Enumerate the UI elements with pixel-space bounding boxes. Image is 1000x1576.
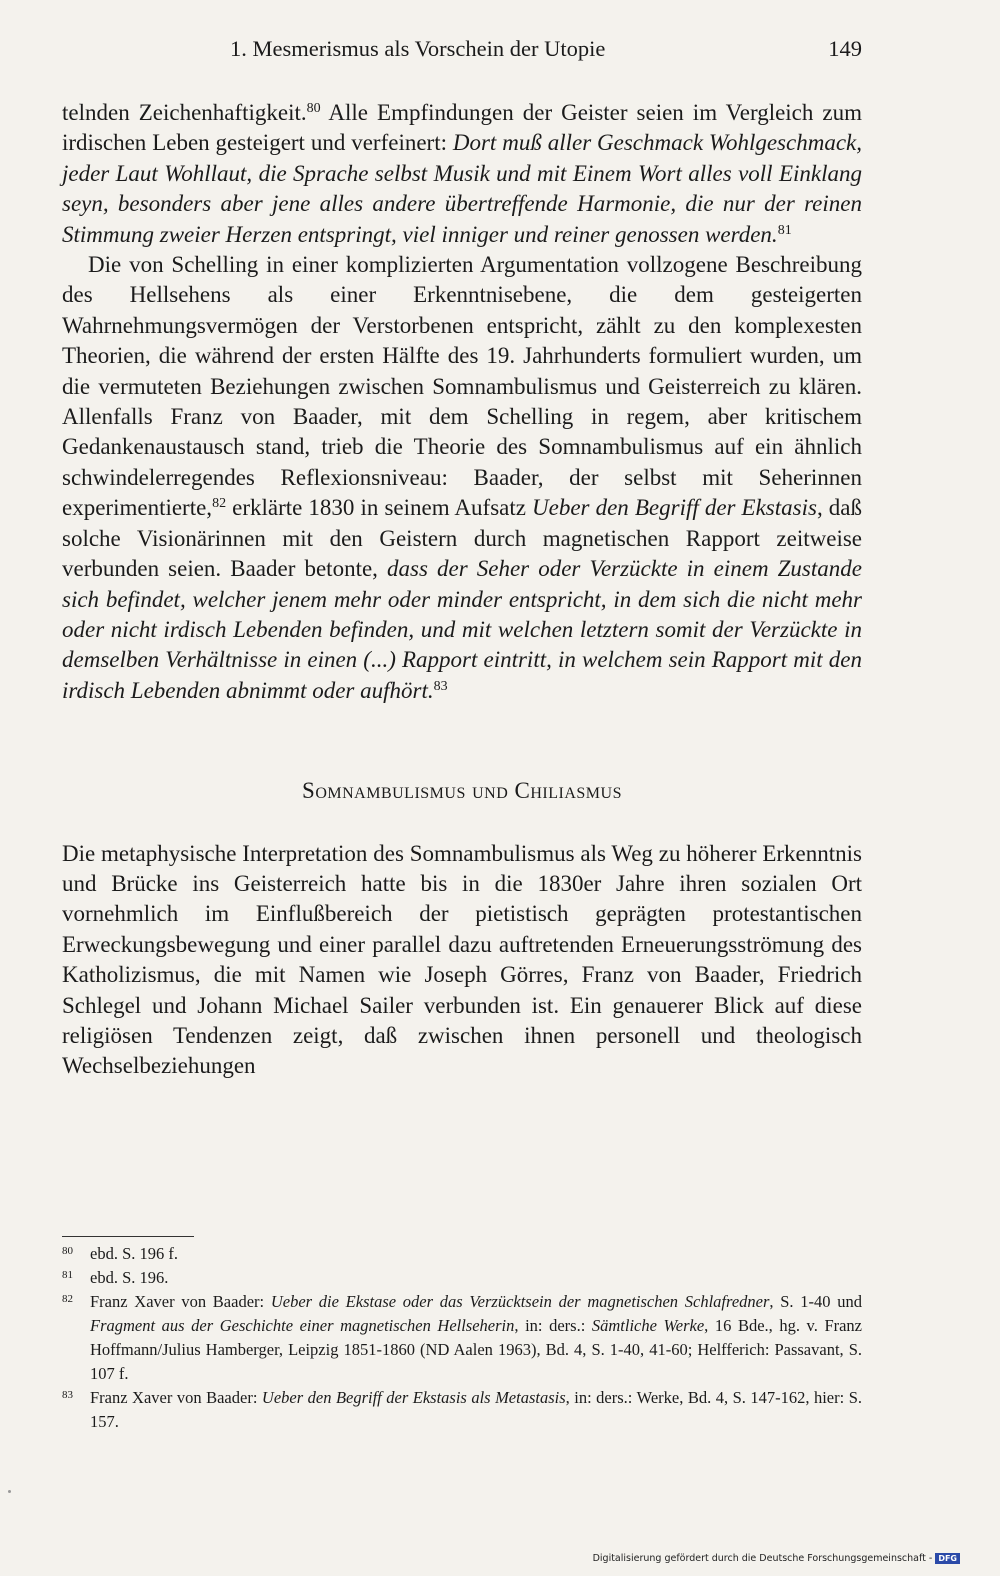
footnote-ref-83[interactable]: 83 (433, 678, 448, 694)
p2-text-b: erklärte 1830 in seinem Aufsatz (226, 495, 533, 521)
p2-title: Ueber den Begriff der Ekstasis (532, 495, 817, 521)
footnote-rule (62, 1236, 194, 1237)
p2-quote: dass der Seher oder Verzückte in einem Zustande sich befindet, welcher jenem mehr oder minder entspricht, in dem sich die nicht mehr oder nicht irdisch Lebenden befinden, und mit welchen letztern somit der Verzückte in demselben Verhältnisse in einen (...) Rapport eintritt, in welchem sein Rapport mit den irdisch Lebenden abnimmt oder aufhört. (62, 556, 862, 703)
footnote-number: 80 (62, 1245, 73, 1257)
scan-speck (8, 1490, 11, 1493)
footnote-83 (62, 1386, 862, 1434)
footnote-ref-80[interactable]: 80 (306, 101, 321, 116)
footnote-title-b: Fragment aus der Geschichte einer magnetischen Hellseherin (90, 1316, 515, 1335)
footnote-number: 83 (62, 1389, 73, 1401)
footnote-ref-81[interactable]: 81 (777, 222, 792, 238)
credit-text: Digitalisierung gefördert durch die Deutsche Forschungsgemeinschaft - (592, 1553, 933, 1564)
footnote-ref-82[interactable]: 82 (212, 496, 227, 512)
footnote-number: 82 (62, 1293, 73, 1305)
footnote-text-d: , 16 Bde., hg. v. Franz Hoffmann/Julius Hamberger, Leipzig 1851-1860 (ND Aalen 1963), Bd. 4, S. 1-40, 41-60; Helfferich: Passavant, S. 107 f. (90, 1316, 863, 1383)
footnote-title-a: Ueber die Ekstase oder das Verzücktsein der magnetischen Schlafredner (270, 1292, 770, 1311)
paragraph-3: Die metaphysische Interpretation des Somnambulismus als Weg zu höherer Erkenntnis und Brücke ins Geisterreich hatte bis in die 1830er Jahre ihren sozialen Ort vornehmlich im Einflußbereich der pietistisch geprägten protestantischen Erweckungsbewegung und einer parallel dazu auftretenden Erneuerungsströmung des Katholizismus, die mit Namen wie Joseph Görres, Franz von Baader, Friedrich Schlegel und Johann Michael Sailer verbunden ist. Ein genauerer Blick auf diese religiösen Tendenzen zeigt, daß zwischen ihnen personell und theologisch Wechselbeziehungen (62, 840, 862, 1079)
footnote-81 (62, 1266, 862, 1290)
page-number: 149 (828, 36, 862, 61)
p2-text-a: Die von Schelling in einer komplizierten Argumentation vollzogene Beschreibung des Hellsehens als einer Erkenntnisebene, die dem gesteigerten Wahrnehmungsvermögen der Verstorbenen entspricht, zählt zu den komplexesten Theorien, die während der ersten Hälfte des 19. Jahrhunderts formuliert wurden, um die vermuteten Beziehungen zwischen Somnambulismus und Geisterreich zu klären. Allenfalls Franz von Baader, mit dem Schelling in regem, aber kritischem Gedankenaustausch stand, trieb die Theorie des Somnambulismus auf ein ähnlich schwindelerregendes Reflexionsniveau: Baader, der selbst mit Seherinnen experimentierte, (62, 252, 862, 521)
footnote-text: ebd. S. 196. (90, 1268, 169, 1287)
running-title: 1. Mesmerismus als Vorschein der Utopie (230, 36, 606, 61)
footnote-title-c: Sämtliche Werke (591, 1316, 705, 1335)
dfg-logo: DFG (935, 1553, 960, 1564)
p2-text-c: , daß solche Visionärinnen mit den Geistern durch magnetischen Rapport zeitweise verbunden seien. Baader betonte, (62, 495, 862, 582)
footnote-text-b: , in: ders.: Werke, Bd. 4, S. 147-162, hier: S. 157. (90, 1388, 862, 1431)
footnote-82 (62, 1290, 862, 1386)
footnote-text-b: , S. 1-40 und (769, 1292, 862, 1311)
footnote-text-c: , in: ders.: (514, 1316, 592, 1335)
footnote-80 (62, 1242, 862, 1266)
body-text (62, 98, 862, 1082)
footnotes (62, 1242, 862, 1434)
footnote-number: 81 (62, 1269, 73, 1281)
footnote-title-a: Ueber den Begriff der Ekstasis als Metastasis (261, 1388, 566, 1407)
running-header (62, 36, 862, 68)
footnote-text-a: Franz Xaver von Baader: (90, 1388, 262, 1407)
p1-quote: Dort muß aller Geschmack Wohlgeschmack, jeder Laut Wohllaut, die Sprache selbst Musik und mit Einem Wort alles voll Einklang seyn, besonders aber jene alles andere übertreffende Harmonie, die nur der reinen Stimmung zweier Herzen entspringt, viel inniger und reiner genossen werden. (62, 130, 862, 247)
paragraph-2 (62, 250, 862, 706)
p1-text-a: telnden Zeichenhaftigkeit. (62, 100, 307, 125)
digitization-credit (593, 1553, 960, 1564)
footnote-text: ebd. S. 196 f. (90, 1244, 178, 1263)
section-heading: Somnambulismus und Chiliasmus (302, 778, 622, 804)
paragraph-1 (62, 98, 862, 250)
p1-text-b: Alle Empfindungen der Geister seien im Vergleich zum irdischen Leben gesteigert und verfeinert: (62, 100, 862, 156)
footnote-text-a: Franz Xaver von Baader: (90, 1292, 271, 1311)
